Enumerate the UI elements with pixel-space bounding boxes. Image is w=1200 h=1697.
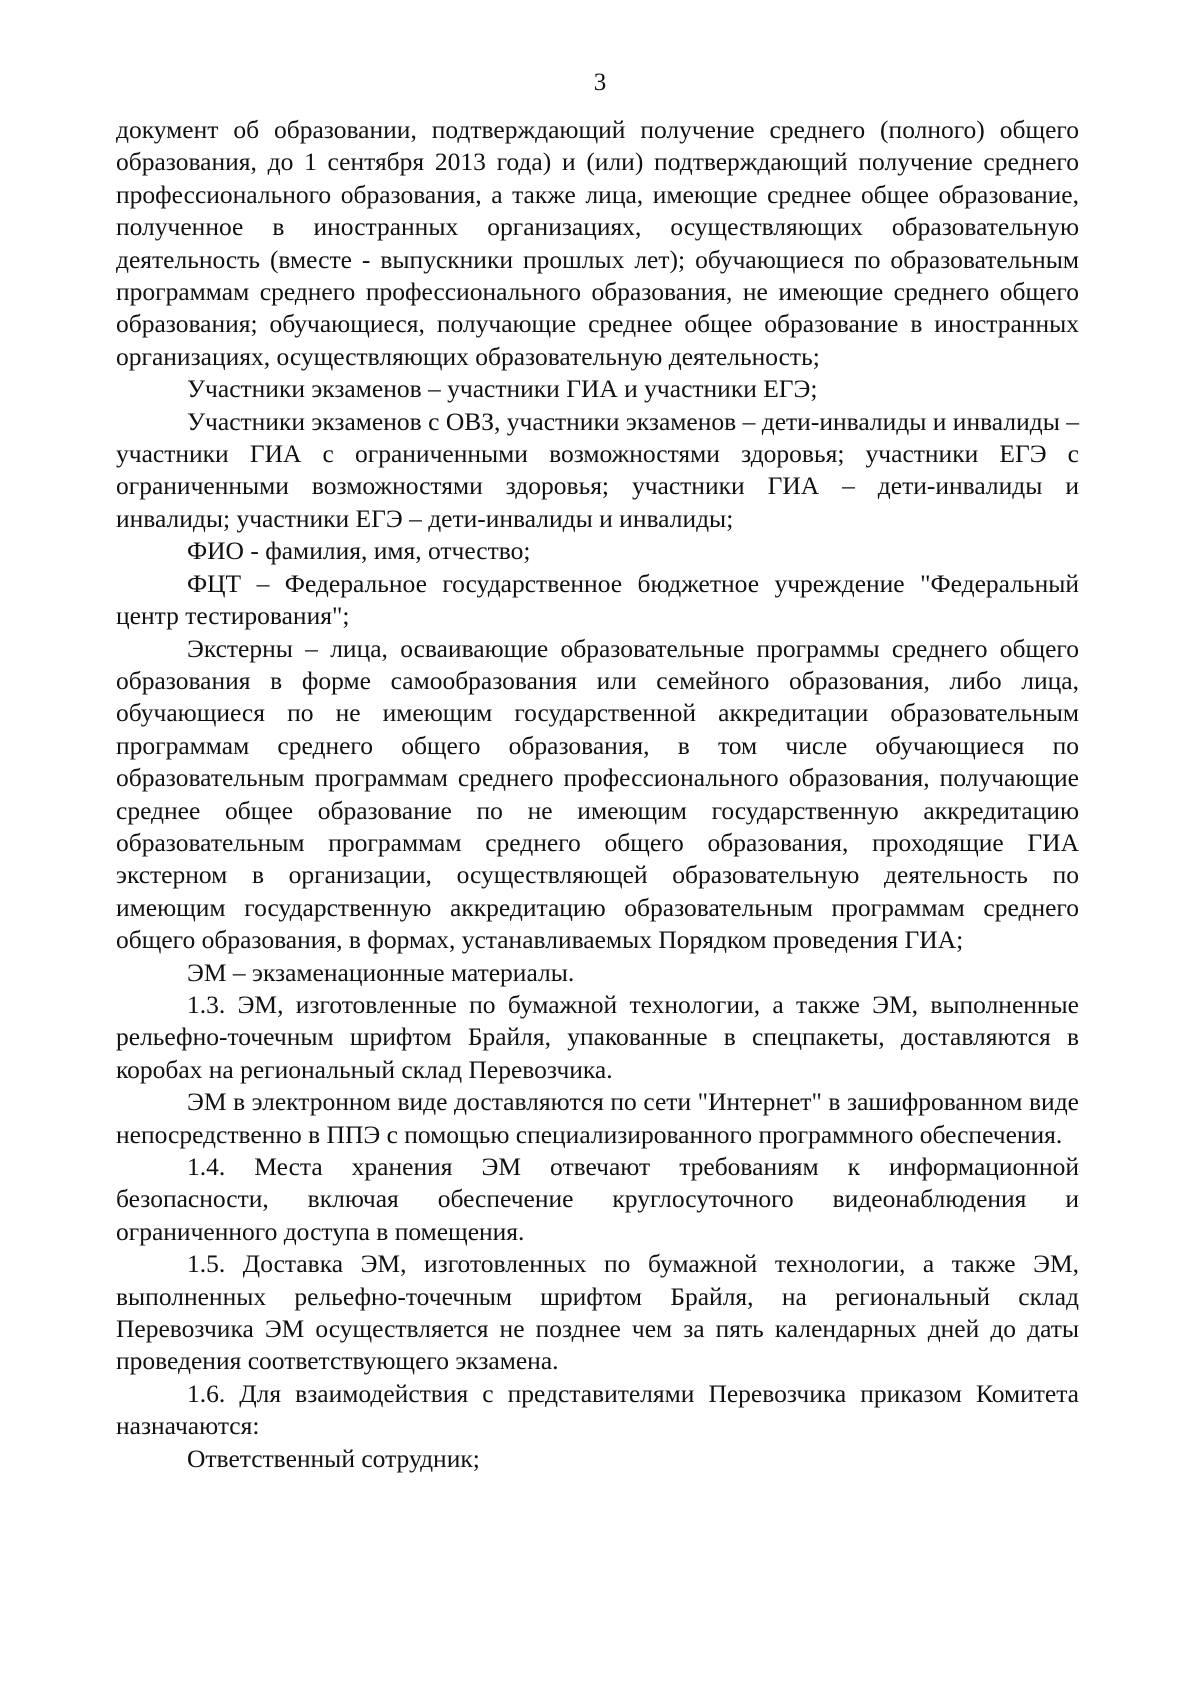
paragraph-section-1-3: 1.3. ЭМ, изготовленные по бумажной технологии, а также ЭМ, выполненные рельефно-точечным шрифтом Брайля, упакованные в спецпакеты, доставляются в коробах на региональный склад Перевозчика. — [116, 989, 1079, 1084]
paragraph-electronic-em: ЭМ в электронном виде доставляются по сети "Интернет" в зашифрованном виде непосредственно в ППЭ с помощью специализированного программного обеспечения. — [116, 1087, 1079, 1149]
paragraph-definition-em: ЭМ – экзаменационные материалы. — [187, 957, 575, 987]
paragraph-definition-participants-ovz: Участники экзаменов с ОВЗ, участники экзаменов – дети-инвалиды и инвалиды – участники ГИА с ограниченными возможностями здоровья; участники ЕГЭ с ограниченными возможностями здоровья; участники ГИА – дети-инвалиды и инвалиды; участники ЕГЭ – дети-инвалиды и инвалиды; — [116, 406, 1079, 533]
paragraph-continued-definition: документ об образовании, подтверждающий получение среднего (полного) общего образования, до 1 сентября 2013 года) и (или) подтверждающий получение среднего профессионального образования, а также лица, имеющие среднее общее образование, полученное в иностранных организациях, осуществляющих образовательную деятельность (вместе - выпускники прошлых лет); обучающиеся по образовательным программам среднего профессионального образования, не имеющие среднего общего образования; обучающиеся, получающие среднее общее образование в иностранных организациях, осуществляющих образовательную деятельность; — [116, 115, 1079, 371]
paragraph-section-1-4: 1.4. Места хранения ЭМ отвечают требованиям к информационной безопасности, включая обеспечение круглосуточного видеонаблюдения и ограниченного доступа в помещения. — [116, 1152, 1079, 1246]
paragraph-definition-exam-participants: Участники экзаменов – участники ГИА и участники ЕГЭ; — [187, 374, 818, 404]
paragraph-section-1-5: 1.5. Доставка ЭМ, изготовленных по бумажной технологии, а также ЭМ, выполненных рельефно-точечным шрифтом Брайля, на региональный склад Перевозчика ЭМ осуществляется не позднее чем за пять календарных дней до даты проведения соответствующего экзамена. — [116, 1249, 1079, 1376]
paragraph-definition-fio: ФИО - фамилия, имя, отчество; — [187, 536, 531, 566]
page-number: 3 — [593, 69, 607, 96]
paragraph-definition-fct: ФЦТ – Федеральное государственное бюджетное учреждение "Федеральный центр тестирования"; — [116, 568, 1079, 631]
paragraph-definition-externs: Экстерны – лица, осваивающие образовательные программы среднего общего образования в форме самообразования или семейного образования, либо лица, обучающиеся по не имеющим государственной аккредитации образовательным программам среднего общего образования, в том числе обучающиеся по образовательным программам среднего профессионального образования, получающие среднее общее образование по не имеющим государственную аккредитацию образовательным программам среднего общего образования, проходящие ГИА экстерном в организации, осуществляющей образовательную деятельность по имеющим государственную аккредитацию образовательным программам среднего общего образования, в формах, устанавливаемых Порядком проведения ГИА; — [116, 633, 1079, 955]
document-body — [116, 114, 1079, 1475]
paragraph-responsible-employee: Ответственный сотрудник; — [187, 1443, 480, 1473]
paragraph-section-1-6: 1.6. Для взаимодействия с представителями Перевозчика приказом Комитета назначаются: — [116, 1378, 1079, 1441]
